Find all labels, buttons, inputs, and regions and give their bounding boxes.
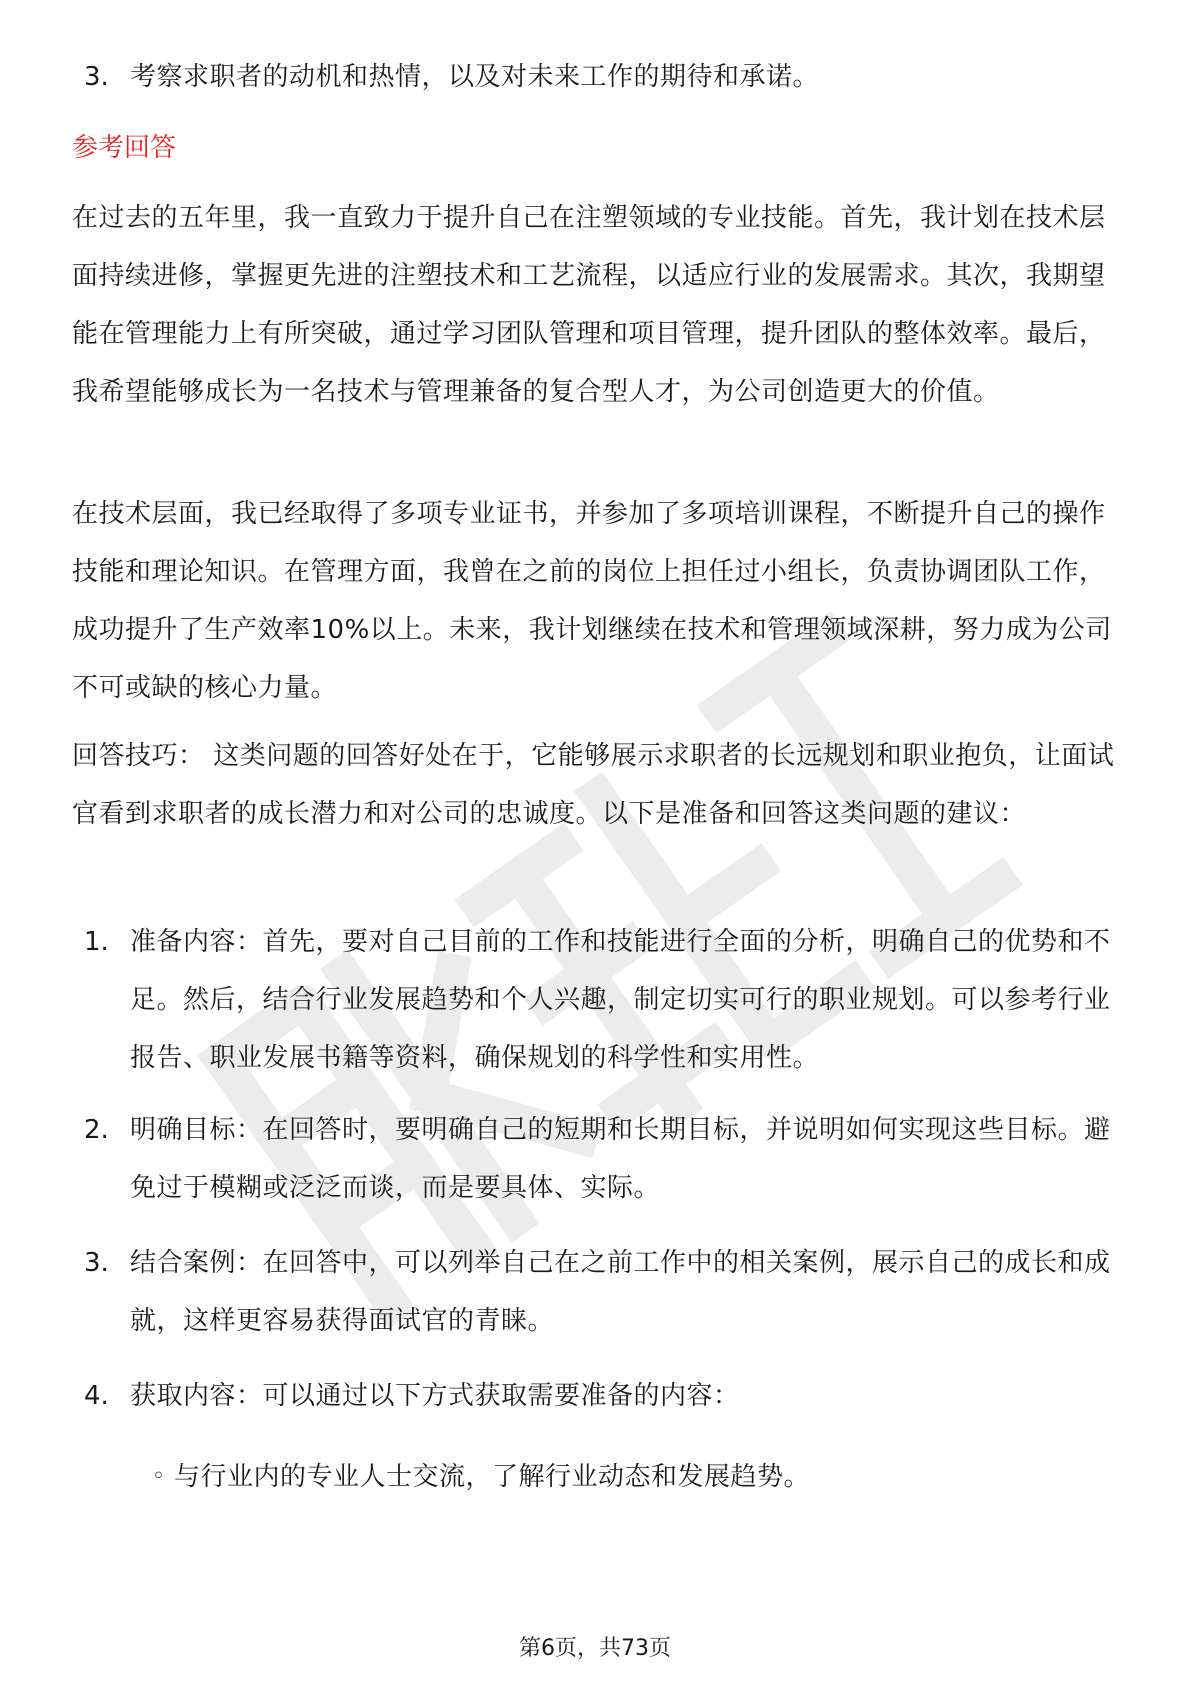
page-footer: 第6页，共73页 bbox=[519, 1636, 671, 1661]
list-item-text: 准备内容：首先，要对自己目前的工作和技能进行全面的分析，明确自己的优势和不足。然后，结合行业发展趋势和个人兴趣，制定切实可行的职业规划。可以参考行业报告、职业发展书籍等资料，确保规划的科学性和实用性。 bbox=[130, 927, 1111, 1073]
tip-list-item bbox=[84, 1234, 1124, 1350]
sub-list-item-text: 与行业内的专业人士交流，了解行业动态和发展趋势。 bbox=[174, 1462, 811, 1492]
section-heading: 参考回答 bbox=[72, 133, 177, 163]
list-item-text: 结合案例：在回答中，可以列举自己在之前工作中的相关案例，展示自己的成长和成就，这样更容易获得面试官的青睐。 bbox=[130, 1248, 1111, 1336]
list-item-text: 明确目标：在回答时，要明确自己的短期和长期目标，并说明如何实现这些目标。避免过于模糊或泛泛而谈，而是要具体、实际。 bbox=[130, 1115, 1111, 1203]
answer-paragraph-2: 在技术层面，我已经取得了多项专业证书，并参加了多项培训课程，不断提升自己的操作技能和理论知识。在管理方面，我曾在之前的岗位上担任过小组长，负责协调团队工作，成功提升了生产效率10%以上。未来，我计划继续在技术和管理领域深耕，努力成为公司不可或缺的核心力量。 bbox=[72, 499, 1112, 703]
bullet-icon: ◦ bbox=[152, 1464, 165, 1489]
answer-paragraph-1: 在过去的五年里，我一直致力于提升自己在注塑领域的专业技能。首先，我计划在技术层面持续进修，掌握更先进的注塑技术和工艺流程，以适应行业的发展需求。其次，我期望能在管理能力上有所突破，通过学习团队管理和项目管理，提升团队的整体效率。最后，我希望能够成长为一名技术与管理兼备的复合型人才，为公司创造更大的价值。 bbox=[72, 203, 1106, 407]
tip-list-item bbox=[84, 1101, 1124, 1217]
tip-list-item bbox=[84, 913, 1124, 1087]
tips-intro-paragraph: 回答技巧： 这类问题的回答好处在于，它能够展示求职者的长远规划和职业抱负，让面试官看到求职者的成长潜力和对公司的忠诚度。以下是准备和回答这类问题的建议： bbox=[72, 741, 1115, 829]
intro-list-item bbox=[84, 48, 1124, 106]
sub-list-item bbox=[152, 1448, 1112, 1506]
list-item-text: 获取内容：可以通过以下方式获取需要准备的内容： bbox=[130, 1381, 740, 1411]
list-number: 2. bbox=[84, 1115, 109, 1145]
tip-list-item bbox=[84, 1367, 1124, 1425]
list-number: 4. bbox=[84, 1381, 109, 1411]
list-number: 1. bbox=[84, 927, 109, 957]
list-item-text: 考察求职者的动机和热情，以及对未来工作的期待和承诺。 bbox=[130, 62, 820, 92]
list-number: 3. bbox=[84, 62, 109, 92]
list-number: 3. bbox=[84, 1248, 109, 1278]
